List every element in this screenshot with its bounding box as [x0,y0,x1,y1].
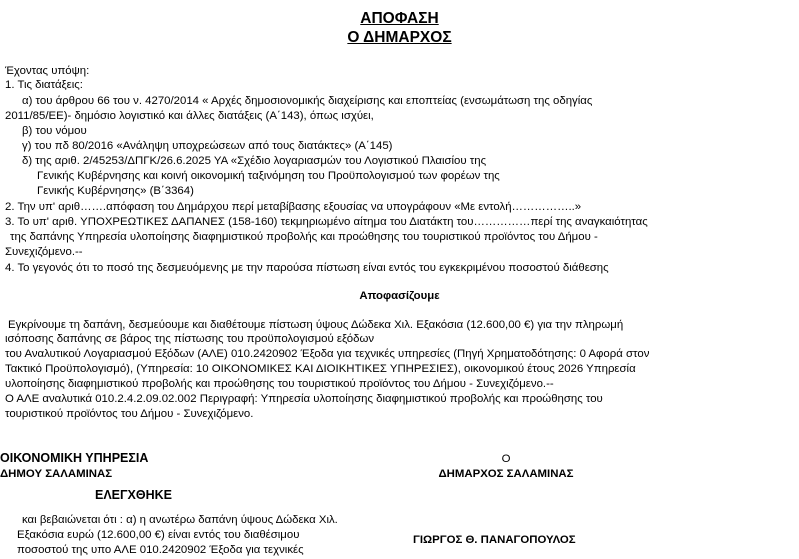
considerations-intro: Έχοντας υπόψη: [5,65,90,77]
decision-line-1: Εγκρίνουμε τη δαπάνη, δεσμεύουμε και διαθέτουμε πίστωση ύψους Δώδεκα Χιλ. Εξακόσια (12.600,00 €) για την πληρωμή [8,319,624,331]
financial-service-municipality: ΔΗΜΟΥ ΣΑΛΑΜΙΝΑΣ [0,468,113,480]
decision-line-6: Ο ΑΛΕ αναλυτικά 010.2.4.2.09.02.002 Περιγραφή: Υπηρεσία υλοποίησης διαφημιστικού προβολής και προώθησης του [5,393,603,405]
decision-heading: Αποφασίζουμε [359,290,440,302]
mayor-signatory-name: ΓΙΩΡΓΟΣ Θ. ΠΑΝΑΓΟΠΟΥΛΟΣ [413,534,576,546]
decision-line-4: Τακτικό Προϋπολογισμό), (Υπηρεσία: 10 ΟΙΚΟΝΟΜΙΚΕΣ ΚΑΙ ΔΙΟΙΚΗΤΙΚΕΣ ΥΠΗΡΕΣΙΕΣ), οικονομικού έτους 2026 Υπηρεσία [5,363,636,375]
financial-service-title: ΟΙΚΟΝΟΜΙΚΗ ΥΠΗΡΕΣΙΑ [0,451,149,465]
decision-line-2: ισόποσης δαπάνης σε βάρος της πίστωσης του προϋπολογισμού εξόδων [5,333,375,345]
certification-line-3: ποσοστού της υπο ΑΛΕ 010.2420902 Έξοδα για τεχνικές [17,544,304,556]
consideration-item-1: 1. Τις διατάξεις: [5,79,83,91]
consideration-1c: γ) του πδ 80/2016 «Ανάληψη υποχρεώσεων από τους διατάκτες» (Α΄145) [22,140,393,152]
decision-line-7: τουριστικού προϊόντος του Δήμου - Συνεχιζόμενο. [5,408,254,420]
consideration-1d-line1: δ) της αριθ. 2/45253/ΔΠΓΚ/26.6.2025 ΥΑ «Σχέδιο λογαριασμών του Λογιστικού Πλαισίου της [22,155,487,167]
consideration-1b: β) του νόμου [22,125,87,137]
mayor-title: ΔΗΜΑΡΧΟΣ ΣΑΛΑΜΙΝΑΣ [438,468,574,480]
consideration-item-3-line2: της δαπάνης Υπηρεσία υλοποίησης διαφημιστικού προβολής και προώθησης του τουριστικού προϊόντος του Δήμου - [10,231,598,243]
document-title: ΑΠΟΦΑΣΗ [360,10,439,27]
document-subtitle: Ο ΔΗΜΑΡΧΟΣ [347,29,452,46]
certification-line-2: Εξακόσια ευρώ (12.600,00 €) είναι εντός του διαθέσιμου [17,529,300,541]
decision-line-5: υλοποίησης διαφημιστικού προβολής και προώθησης του τουριστικού προϊόντος του Δήμου - Συνεχιζόμενο.-- [5,378,554,390]
consideration-1d-line3: Γενικής Κυβέρνησης» (Β΄3364) [37,185,194,197]
certification-line-1: και βεβαιώνεται ότι : α) η ανωτέρω δαπάνη ύψους Δώδεκα Χιλ. [22,514,338,526]
consideration-item-4: 4. Το γεγονός ότι το ποσό της δεσμευόμενης με την παρούσα πίστωση είναι εντός του εγκεκριμένου ποσοστού διάθεσης [5,262,609,274]
consideration-1d-line2: Γενικής Κυβέρνησης και κοινή οικονομική ταξινόμηση του Προϋπολογισμού των φορέων της [37,170,500,182]
consideration-item-2: 2. Την υπ' αριθ…….απόφαση του Δημάρχου περί μεταβίβασης εξουσίας να υπογράφουν «Με εντολή……………..» [5,201,582,213]
consideration-item-3-line1: 3. Το υπ' αριθ. ΥΠΟΧΡΕΩΤΙΚΕΣ ΔΑΠΑΝΕΣ (158-160) τεκμηριωμένο αίτημα του Διατάκτη του……………περί της αναγκαιότητας [5,216,648,228]
consideration-1a-line2: 2011/85/ΕΕ)- δημόσιο λογιστικό και άλλες διατάξεις (Α΄143), όπως ισχύει, [5,110,374,122]
consideration-1a-line1: α) του άρθρου 66 του ν. 4270/2014 « Αρχές δημοσιονομικής διαχείρισης και εποπτείας (ενσωμάτωση της οδηγίας [22,95,593,107]
mayor-article: Ο [501,453,511,465]
checked-stamp-label: ΕΛΕΓΧΘΗΚΕ [95,488,172,502]
consideration-item-3-line3: Συνεχιζόμενο.-- [5,246,83,258]
decision-line-3: του Αναλυτικού Λογαριασμού Εξόδων (ΑΛΕ) 010.2420902 Έξοδα για τεχνικές υπηρεσίες (Πηγή Χρηματοδότησης: 0 Αφορά στον [5,348,650,360]
